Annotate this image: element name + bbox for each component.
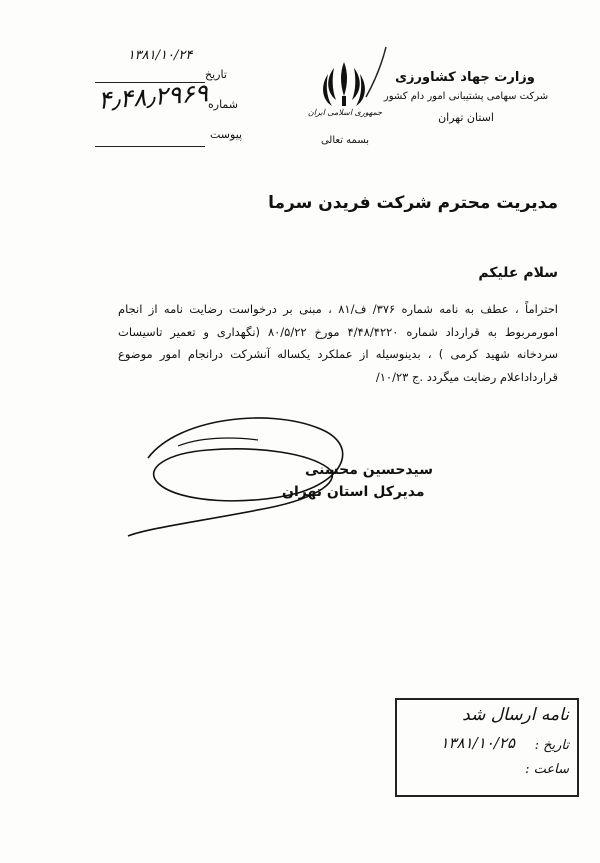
checkmark-icon bbox=[360, 45, 390, 100]
organization-title: وزارت جهاد کشاورزی bbox=[395, 70, 535, 85]
organization-city: استان تهران bbox=[438, 111, 494, 124]
greeting: سلام علیکم bbox=[478, 265, 558, 281]
number-label: شماره bbox=[208, 98, 239, 111]
dispatch-stamp bbox=[395, 698, 579, 797]
stamp-date-label: تاریخ : bbox=[534, 738, 569, 753]
date-label: تاریخ bbox=[205, 68, 227, 81]
stamp-title: نامه ارسال شد bbox=[462, 705, 569, 725]
signer-name: سیدحسین محسنی bbox=[305, 462, 433, 478]
basmala: بسمه تعالی bbox=[320, 135, 370, 146]
emblem-caption: جمهوری اسلامی ایران bbox=[307, 108, 383, 117]
letter-body: احتراماً ، عطف به نامه شماره ۳۷۶/ ف/۸۱ ، مبنی بر درخواست رضایت نامه از انجام امورمربوط به قرارداد شماره ۴/۴۸/۴۲۲۰ مورخ ۸۰/۵/۲۲ (نگهداری و تعمیر تاسیسات سردخانه شهید کرمی ) ، بدینوسیله از عملکرد یکساله آنشرکت درانجام امور موضوع قرارداداعلام رضایت میگردد .ج ۱۰/۲۳/ bbox=[118, 302, 559, 384]
organization-subtitle: شرکت سهامی پشتیبانی امور دام کشور bbox=[383, 91, 549, 102]
signer-title: مدیرکل استان تهران bbox=[282, 484, 425, 500]
recipient-heading: مدیریت محترم شرکت فریدن سرما bbox=[268, 193, 558, 213]
attachment-label: پیوست bbox=[210, 128, 243, 141]
stamp-date-value: ۱۳۸۱/۱۰/۲۵ bbox=[440, 734, 515, 752]
date-value: ۱۳۸۱/۱۰/۲۴ bbox=[127, 48, 193, 63]
stamp-time-label: ساعت : bbox=[525, 762, 569, 777]
letter-number-value: ۴٫۴۸٫۲۹۶۹ bbox=[96, 78, 209, 115]
attachment-underline bbox=[95, 146, 205, 147]
